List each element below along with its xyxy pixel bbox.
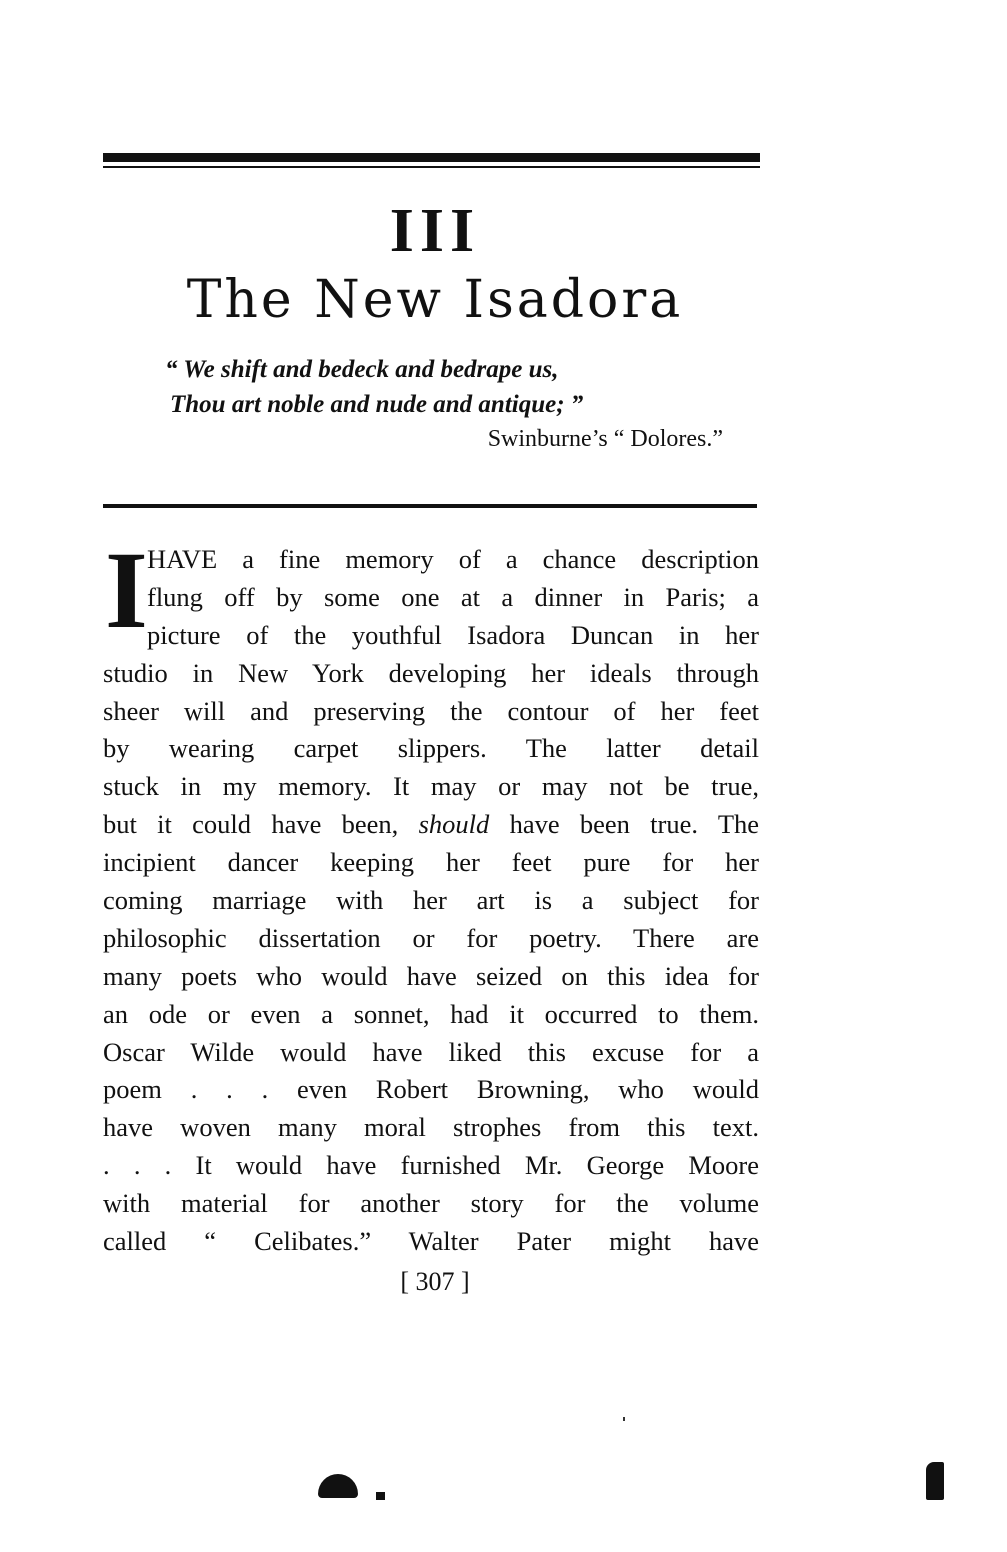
drop-cap: I <box>105 529 148 651</box>
text-line: . . . It would have furnished Mr. George Moore <box>103 1150 759 1181</box>
chapter-number: III <box>389 197 481 265</box>
body-paragraph <box>103 529 760 1261</box>
text-line <box>103 806 759 844</box>
text-line: many poets who would have seized on this idea for <box>103 960 759 991</box>
text-line: philosophic dissertation or for poetry. There are <box>103 922 759 953</box>
page-number: [ 307 ] <box>400 1267 470 1296</box>
section-rule <box>103 504 757 508</box>
text-line: stuck in my memory. It may or may not be true, <box>103 771 759 802</box>
top-rule-thick <box>103 153 760 162</box>
text-line: studio in New York developing her ideals through <box>103 657 759 688</box>
epigraph-line: Thou art noble and nude and antique; ” <box>170 391 584 418</box>
text-line: sheer will and preserving the contour of her feet <box>103 695 759 726</box>
epigraph-line: “ We shift and bedeck and bedrape us, <box>165 356 559 383</box>
scan-artifact <box>623 1417 625 1421</box>
emphasis-word: should <box>418 809 490 840</box>
text-line: Oscar Wilde would have liked this excuse for a <box>103 1036 759 1067</box>
scan-artifact <box>926 1462 944 1500</box>
epigraph-attribution: Swinburne’s “ Dolores.” <box>487 426 723 452</box>
scan-artifact <box>318 1474 358 1498</box>
text-fragment: but it could have been, <box>103 809 399 840</box>
scan-artifact <box>376 1492 385 1500</box>
text-line: have woven many moral strophes from this text. <box>103 1112 759 1143</box>
text-fragment: have been true. The <box>509 809 760 840</box>
text-line: with material for another story for the volume <box>103 1188 759 1219</box>
text-line: picture of the youthful Isadora Duncan in her <box>147 619 759 650</box>
text-line: HAVE a fine memory of a chance description <box>147 544 759 574</box>
top-rule-thin <box>103 166 760 168</box>
text-line: an ode or even a sonnet, had it occurred to them. <box>103 998 759 1029</box>
text-line: called “ Celibates.” Walter Pater might have <box>103 1226 759 1257</box>
text-line: flung off by some one at a dinner in Paris; a <box>147 581 759 612</box>
text-line: by wearing carpet slippers. The latter detail <box>103 733 759 764</box>
text-line: poem . . . even Robert Browning, who would <box>103 1074 759 1105</box>
text-line: incipient dancer keeping her feet pure for her <box>103 847 759 878</box>
epigraph <box>165 352 735 457</box>
chapter-title: The New Isadora <box>186 270 684 330</box>
text-line: coming marriage with her art is a subject for <box>103 885 759 916</box>
